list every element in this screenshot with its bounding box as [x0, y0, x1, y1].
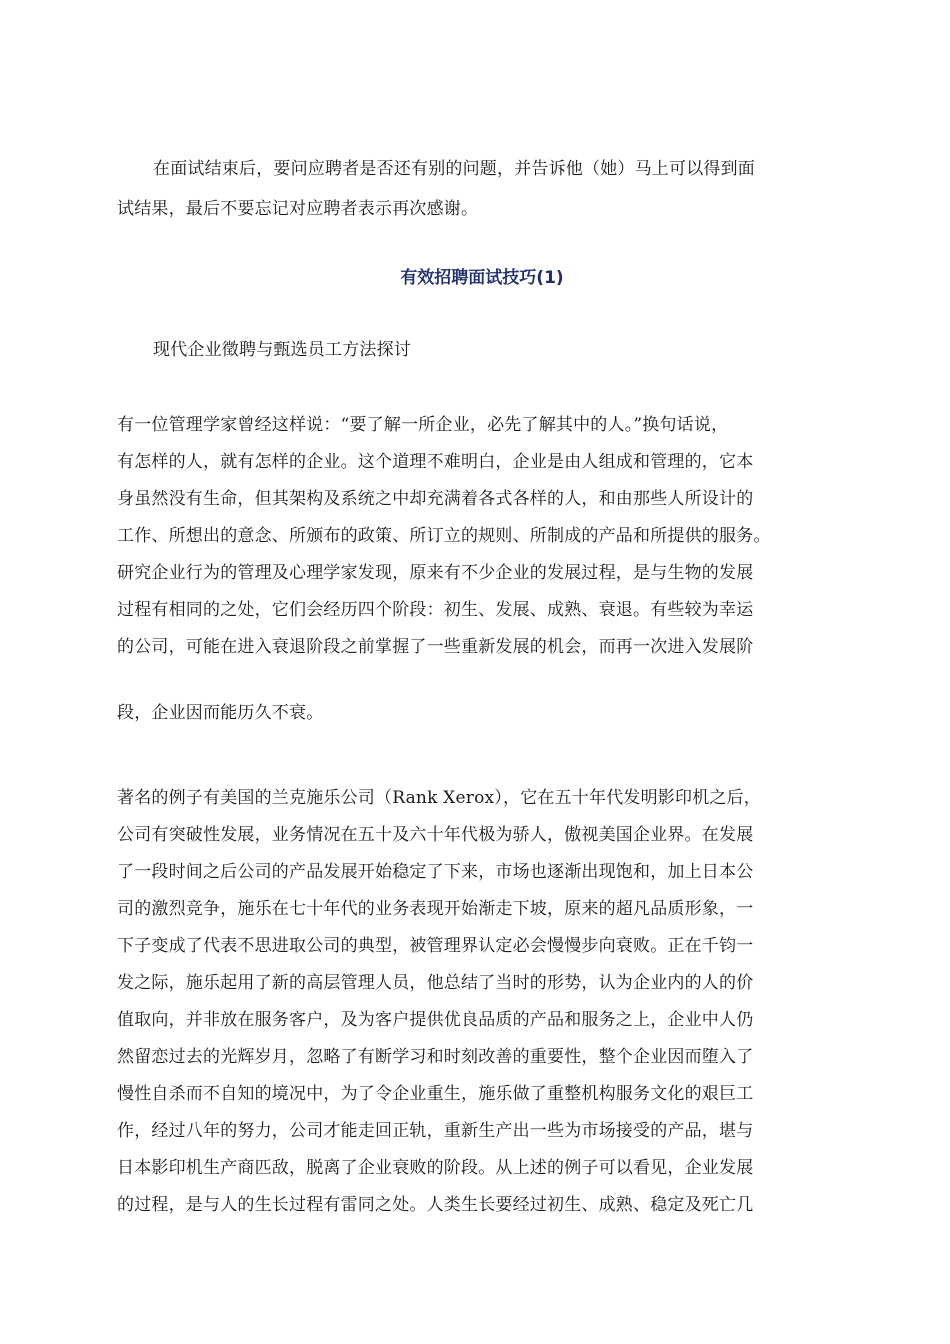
paragraph-3-line-12: 的过程，是与人的生长过程有雷同之处。人类生长要经过初生、成熟、稳定及死亡几 — [117, 1195, 754, 1215]
paragraph-3-line-11: 日本影印机生产商匹敌，脱离了企业衰败的阶段。从上述的例子可以看见，企业发展 — [117, 1158, 754, 1178]
paragraph-1-line-1: 在面试结束后，要问应聘者是否还有别的问题，并告诉他（她）马上可以得到面 — [153, 159, 755, 179]
paragraph-3-line-5: 下子变成了代表不思进取公司的典型，被管理界认定必会慢慢步向衰败。正在千钧一 — [117, 936, 754, 956]
subtitle: 现代企业徵聘与甄选员工方法探讨 — [153, 340, 411, 360]
paragraph-3-line-3: 了一段时间之后公司的产品发展开始稳定了下来，市场也逐渐出现饱和，加上日本公 — [117, 862, 754, 882]
paragraph-3-line-4: 司的激烈竞争，施乐在七十年代的业务表现开始渐走下坡，原来的超凡品质形象，一 — [117, 899, 754, 919]
paragraph-3-line-7: 值取向，并非放在服务客户，及为客户提供优良品质的产品和服务之上，企业中人仍 — [117, 1010, 754, 1030]
section-title: 有效招聘面试技巧(1) — [400, 268, 564, 288]
paragraph-2-line-4: 工作、所想出的意念、所颁布的政策、所订立的规则、所制成的产品和所提供的服务。 — [117, 526, 771, 546]
paragraph-2-line-7: 的公司，可能在进入衰退阶段之前掌握了一些重新发展的机会，而再一次进入发展阶 — [117, 637, 754, 657]
paragraph-2-line-3: 身虽然没有生命，但其架构及系统之中却充满着各式各样的人，和由那些人所设计的 — [117, 489, 754, 509]
paragraph-3-line-10: 作，经过八年的努力，公司才能走回正轨，重新生产出一些为市场接受的产品，堪与 — [117, 1121, 754, 1141]
paragraph-3-line-6: 发之际，施乐起用了新的高层管理人员，他总结了当时的形势，认为企业内的人的价 — [117, 973, 754, 993]
paragraph-2-line-8: 段，企业因而能历久不衰。 — [117, 703, 324, 723]
paragraph-1-line-2: 试结果，最后不要忘记对应聘者表示再次感谢。 — [117, 199, 479, 219]
paragraph-3-line-1: 著名的例子有美国的兰克施乐公司（Rank Xerox），它在五十年代发明影印机之后， — [117, 788, 761, 808]
paragraph-2-line-2: 有怎样的人，就有怎样的企业。这个道理不难明白，企业是由人组成和管理的，它本 — [117, 452, 754, 472]
paragraph-3-line-9: 慢性自杀而不自知的境况中，为了令企业重生，施乐做了重整机构服务文化的艰巨工 — [117, 1084, 754, 1104]
paragraph-3-line-8: 然留恋过去的光辉岁月，忽略了有断学习和时刻改善的重要性，整个企业因而堕入了 — [117, 1047, 754, 1067]
paragraph-2-line-6: 过程有相同的之处，它们会经历四个阶段：初生、发展、成熟、衰退。有些较为幸运 — [117, 600, 754, 620]
paragraph-3-line-2: 公司有突破性发展，业务情况在五十及六十年代极为骄人，傲视美国企业界。在发展 — [117, 825, 754, 845]
paragraph-2-line-1: 有一位管理学家曾经这样说：“要了解一所企业，必先了解其中的人。”换句话说， — [117, 415, 729, 435]
paragraph-2-line-5: 研究企业行为的管理及心理学家发现，原来有不少企业的发展过程，是与生物的发展 — [117, 563, 754, 583]
